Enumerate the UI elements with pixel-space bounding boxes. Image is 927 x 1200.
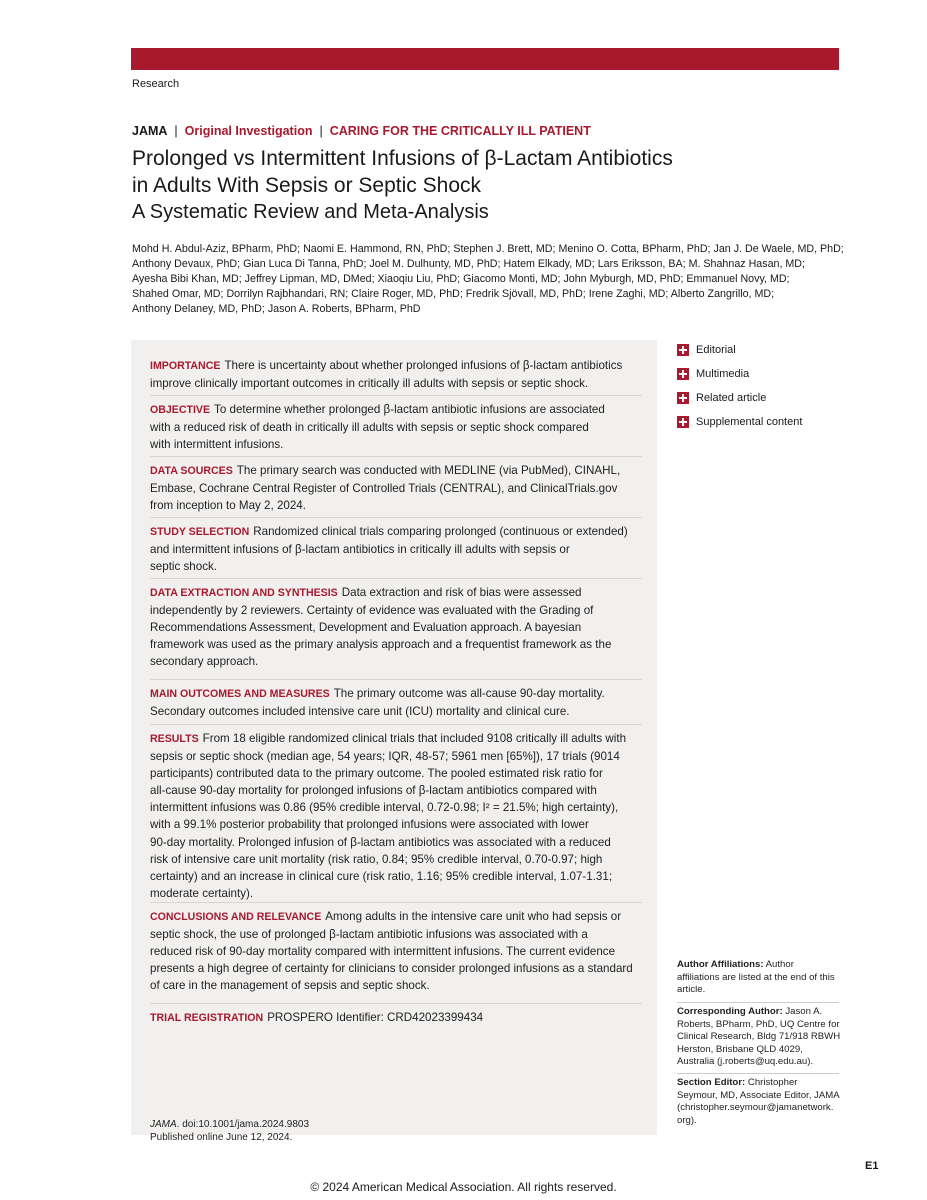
affiliation-text: Christopher <box>745 1077 798 1088</box>
abstract-text: Data extraction and risk of bias were assessed <box>341 586 582 599</box>
affiliation-line <box>677 1019 847 1032</box>
title-line: in Adults With Sepsis or Septic Shock <box>132 174 481 197</box>
header-color-bar <box>131 48 839 70</box>
abstract-text: To determine whether prolonged β-lactam antibiotic infusions are associated <box>214 403 605 416</box>
affiliation-line <box>677 1044 847 1057</box>
journal-name: JAMA <box>132 124 168 138</box>
affiliation-label: Author Affiliations: <box>677 959 764 970</box>
abstract-text: There is uncertainty about whether prolonged infusions of β-lactam antibiotics <box>224 359 623 372</box>
abstract-text: participants) contributed data to the primary outcome. The pooled estimated risk ratio for <box>150 767 603 781</box>
abstract-heading: IMPORTANCE <box>150 360 221 372</box>
title-line: Prolonged vs Intermittent Infusions of β-Lactam Antibiotics <box>132 147 673 170</box>
abstract-text: reduced risk of 90-day mortality compared with intermittent infusions. The current evidence <box>150 945 616 959</box>
abstract-text: secondary approach. <box>150 655 259 669</box>
sidebar-item-editorial[interactable] <box>677 338 802 362</box>
abstract-line <box>150 558 642 575</box>
sidebar-item-label: Multimedia <box>696 368 750 380</box>
section-divider <box>150 1003 642 1004</box>
section-divider <box>150 679 642 680</box>
abstract-text: moderate certainty). <box>150 886 254 900</box>
abstract-text: PROSPERO Identifier: CRD42023399434 <box>267 1011 484 1024</box>
sidebar-item-label: Related article <box>696 392 767 404</box>
affiliation-divider <box>677 1002 839 1003</box>
abstract-heading: CONCLUSIONS AND RELEVANCE <box>150 911 322 923</box>
abstract-line <box>150 703 642 720</box>
abstract-text: septic shock. <box>150 560 218 574</box>
abstract-text: Randomized clinical trials comparing prolonged (continuous or extended) <box>253 525 628 538</box>
affiliation-text: Clinical Research, Bldg 71/918 RBWH <box>677 1031 841 1042</box>
abstract-text: 90-day mortality. Prolonged infusion of β-lactam antibiotics was associated with a reduced <box>150 835 611 849</box>
abstract-text: independently by 2 reviewers. Certainty of evidence was evaluated with the Grading of <box>150 604 594 618</box>
citation-doi-line <box>150 1118 309 1131</box>
affiliation-block <box>677 1077 847 1127</box>
abstract-line <box>150 541 642 558</box>
abstract-text: risk of intensive care unit mortality (risk ratio, 0.84; 95% credible interval, 0.70-0.97; high <box>150 852 603 866</box>
abstract-text: framework was used as the primary analysis approach and a frequentist framework as the <box>150 638 612 652</box>
article-series[interactable]: CARING FOR THE CRITICALLY ILL PATIENT <box>329 124 591 138</box>
affiliation-line <box>677 1006 847 1019</box>
abstract-text: with a 99.1% posterior probability that prolonged infusions were associated with lower <box>150 818 589 832</box>
affiliation-label: Corresponding Author: <box>677 1006 783 1017</box>
abstract-line <box>150 885 642 902</box>
affiliation-label: Section Editor: <box>677 1077 746 1088</box>
abstract-line <box>150 765 642 782</box>
abstract-text: From 18 eligible randomized clinical trials that included 9108 critically ill adults with <box>202 732 627 745</box>
abstract-heading: OBJECTIVE <box>150 404 211 416</box>
plus-icon <box>677 416 689 428</box>
affiliation-text: org). <box>677 1114 697 1126</box>
section-label: Research <box>132 78 180 90</box>
abstract-line <box>150 480 642 497</box>
abstract-line <box>150 730 642 748</box>
abstract-section-conclusions-and-relevance <box>150 908 642 994</box>
author-line: Shahed Omar, MD; Dorrilyn Rajbhandari, RN; Claire Roger, MD, PhD; Fredrik Sjövall, MD, PhD; Irene Zaghi, MD; Alberto Zangrillo, MD; <box>132 288 775 301</box>
abstract-line <box>150 685 642 703</box>
abstract-heading: DATA EXTRACTION AND SYNTHESIS <box>150 587 338 599</box>
abstract-line <box>150 523 642 541</box>
affiliation-line <box>677 1115 847 1128</box>
affiliation-text: Seymour, MD, Associate Editor, JAMA <box>677 1089 840 1101</box>
abstract-line <box>150 943 642 960</box>
plus-icon <box>677 368 689 380</box>
affiliation-text: Roberts, BPharm, PhD, UQ Centre for <box>677 1018 840 1030</box>
plus-icon <box>677 344 689 356</box>
affiliation-text: Herston, Brisbane QLD 4029, <box>677 1043 803 1055</box>
affiliation-block <box>677 959 847 997</box>
affiliation-text: Jason A. <box>782 1006 823 1017</box>
abstract-line <box>150 977 642 994</box>
sidebar-item-supplemental-content[interactable] <box>677 410 802 434</box>
abstract-line <box>150 436 642 453</box>
sidebar-item-label: Supplemental content <box>696 416 803 428</box>
sidebar-item-label: Editorial <box>696 344 736 356</box>
abstract-text: intermittent infusions was 0.86 (95% credible interval, 0.72-0.98; I² = 21.5%; high certainty), <box>150 801 619 815</box>
affiliation-text: (christopher.seymour@jamanetwork. <box>677 1102 834 1113</box>
abstract-text: presents a high degree of certainty for clinicians to consider prolonged infusions as a standard <box>150 962 633 976</box>
affiliation-text: Author <box>763 959 794 970</box>
abstract-line <box>150 926 642 943</box>
abstract-line <box>150 908 642 926</box>
abstract-line <box>150 497 642 514</box>
related-links-sidebar <box>677 338 802 434</box>
abstract-text: The primary outcome was all-cause 90-day mortality. <box>333 687 605 700</box>
affiliation-line <box>677 1077 847 1090</box>
abstract-line <box>150 636 642 653</box>
article-type[interactable]: Original Investigation <box>184 124 313 138</box>
abstract-line <box>150 357 642 375</box>
abstract-line <box>150 462 642 480</box>
abstract-line <box>150 653 642 670</box>
abstract-text: and intermittent infusions of β-lactam antibiotics in critically ill adults with sepsis or <box>150 543 570 557</box>
affiliation-text: article. <box>677 984 706 995</box>
abstract-section-study-selection <box>150 523 642 575</box>
abstract-heading: RESULTS <box>150 733 199 745</box>
abstract-text: Among adults in the intensive care unit who had sepsis or <box>325 910 622 923</box>
abstract-line <box>150 602 642 619</box>
affiliation-line <box>677 1056 847 1069</box>
abstract-line <box>150 868 642 885</box>
affiliation-text: affiliations are listed at the end of this <box>677 971 835 983</box>
citation-doi[interactable]: . doi:10.1001/jama.2024.9803 <box>176 1119 310 1130</box>
section-divider <box>150 902 642 903</box>
abstract-section-data-extraction-and-synthesis <box>150 584 642 670</box>
author-list <box>132 242 844 317</box>
affiliation-line <box>677 959 847 972</box>
abstract-box <box>131 340 657 1143</box>
affiliation-text: Australia (j.roberts@uq.edu.au). <box>677 1056 814 1067</box>
affiliation-block <box>677 1006 847 1069</box>
sidebar-item-related-article[interactable] <box>677 386 802 410</box>
section-divider <box>150 395 642 396</box>
abstract-text: from inception to May 2, 2024. <box>150 499 306 513</box>
abstract-text: septic shock, the use of prolonged β-lactam antibiotic infusions was associated with a <box>150 928 588 942</box>
abstract-line <box>150 1009 642 1027</box>
abstract-section-results <box>150 730 642 902</box>
abstract-text: certainty) and an increase in clinical cure (risk ratio, 1.16; 95% credible interval, 1.07-1.31; <box>150 869 613 883</box>
abstract-line <box>150 799 642 816</box>
abstract-text: with a reduced risk of death in critically ill adults with sepsis or septic shock compared <box>150 421 589 435</box>
section-divider <box>150 578 642 579</box>
abstract-line <box>150 375 642 392</box>
sidebar-item-multimedia[interactable] <box>677 362 802 386</box>
affiliation-line <box>677 1102 847 1115</box>
abstract-line <box>150 851 642 868</box>
abstract-text: Recommendations Assessment, Development and Evaluation approach. A bayesian <box>150 621 582 635</box>
article-subtitle: A Systematic Review and Meta-Analysis <box>132 201 489 223</box>
affiliation-line <box>677 972 847 985</box>
page-number: E1 <box>865 1160 879 1172</box>
abstract-line <box>150 960 642 977</box>
abstract-section-main-outcomes-and-measures <box>150 685 642 720</box>
abstract-text: Embase, Cochrane Central Register of Controlled Trials (CENTRAL), and ClinicalTrials.gov <box>150 482 618 496</box>
author-line: Anthony Delaney, MD, PhD; Jason A. Roberts, BPharm, PhD <box>132 303 421 316</box>
abstract-line <box>150 748 642 765</box>
abstract-text: sepsis or septic shock (median age, 54 years; IQR, 48-57; 5961 men [65%]), 17 trials (9014 <box>150 750 620 764</box>
article-title <box>132 145 673 199</box>
author-line: Anthony Devaux, PhD; Gian Luca Di Tanna, PhD; Joel M. Dulhunty, MD, PhD; Hatem Elkady, MD; Lars Eriksson, BA; M. Shahnaz Hasan, MD; <box>132 258 805 271</box>
section-divider <box>150 456 642 457</box>
abstract-line <box>150 401 642 419</box>
affiliation-divider <box>677 1073 839 1074</box>
abstract-text: of care in the management of sepsis and septic shock. <box>150 979 430 993</box>
abstract-line <box>150 619 642 636</box>
plus-icon <box>677 392 689 404</box>
citation-journal: JAMA <box>150 1119 177 1130</box>
author-line: Mohd H. Abdul-Aziz, BPharm, PhD; Naomi E. Hammond, RN, PhD; Stephen J. Brett, MD; Menino O. Cotta, BPharm, PhD; Jan J. De Waele, MD, PhD; <box>132 243 844 255</box>
abstract-line <box>150 419 642 436</box>
abstract-line <box>150 782 642 799</box>
abstract-section-trial-registration <box>150 1009 642 1027</box>
abstract-text: with intermittent infusions. <box>150 438 284 452</box>
abstract-heading: TRIAL REGISTRATION <box>150 1012 264 1024</box>
abstract-text: Secondary outcomes included intensive care unit (ICU) mortality and clinical cure. <box>150 705 570 719</box>
section-divider <box>150 724 642 725</box>
abstract-section-data-sources <box>150 462 642 514</box>
citation-block <box>150 1118 309 1144</box>
abstract-section-importance <box>150 357 642 392</box>
author-line: Ayesha Bibi Khan, MD; Jeffrey Lipman, MD, DMed; Xiaoqiu Liu, PhD; Giacomo Monti, MD; John Myburgh, MD, PhD; Emmanuel Novy, MD; <box>132 273 790 286</box>
abstract-section-objective <box>150 401 642 453</box>
abstract-line <box>150 816 642 833</box>
abstract-line <box>150 584 642 602</box>
abstract-heading: DATA SOURCES <box>150 465 233 477</box>
abstract-line <box>150 834 642 851</box>
article-kicker: JAMA | Original Investigation | CARING FOR THE CRITICALLY ILL PATIENT <box>132 124 591 138</box>
abstract-text: improve clinically important outcomes in critically ill adults with sepsis or septic shock. <box>150 377 589 391</box>
affiliation-line <box>677 1090 847 1103</box>
abstract-heading: MAIN OUTCOMES AND MEASURES <box>150 688 330 700</box>
abstract-heading: STUDY SELECTION <box>150 526 250 538</box>
copyright-notice: © 2024 American Medical Association. All rights reserved. <box>310 1180 617 1194</box>
affiliation-line <box>677 1031 847 1044</box>
abstract-text: The primary search was conducted with MEDLINE (via PubMed), CINAHL, <box>236 464 621 477</box>
abstract-text: all-cause 90-day mortality for prolonged infusions of β-lactam antibiotics compared with <box>150 784 597 798</box>
section-divider <box>150 517 642 518</box>
affiliation-line <box>677 984 847 997</box>
citation-published: Published online June 12, 2024. <box>150 1132 293 1143</box>
